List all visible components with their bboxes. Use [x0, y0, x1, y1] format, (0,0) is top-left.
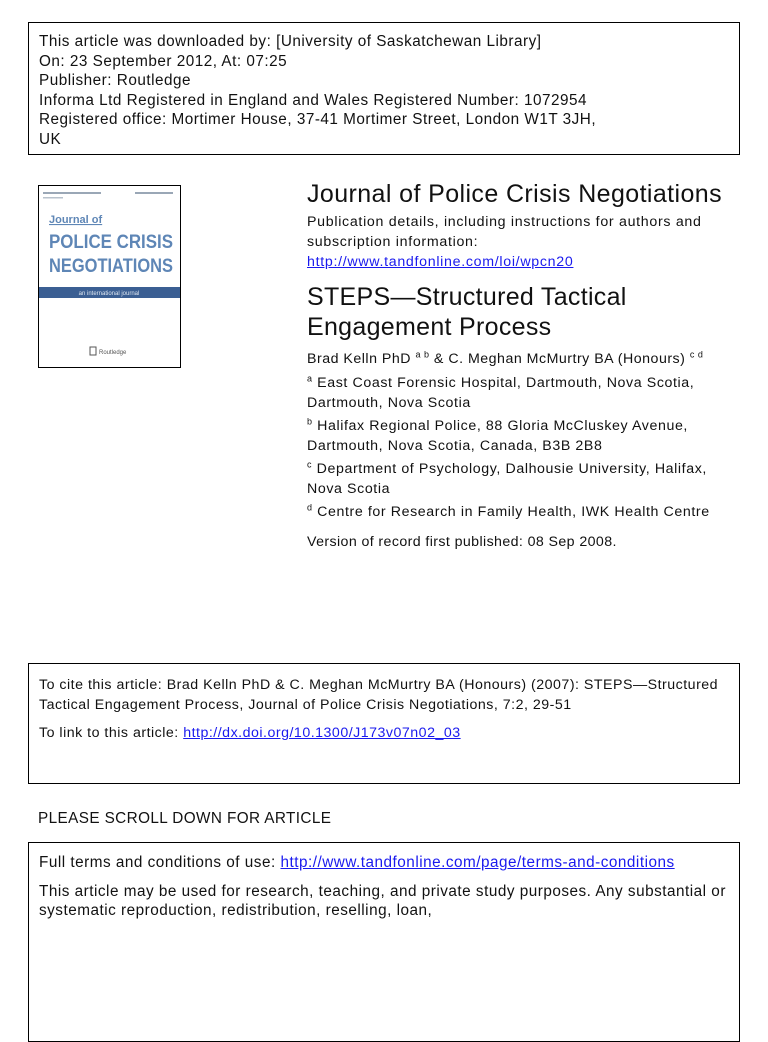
article-header	[307, 179, 737, 552]
affiliation-text: Halifax Regional Police, 88 Gloria McCluskey Avenue, Dartmouth, Nova Scotia, Canada, B3B 2B8	[307, 418, 688, 454]
cover-masthead-line1: Journal of	[49, 214, 103, 226]
citation-box	[28, 663, 740, 784]
author-affiliation-marks: c d	[689, 349, 704, 360]
cover-masthead-line3: NEGOTIATIONS	[49, 256, 173, 277]
download-notice-line: UK	[39, 130, 62, 148]
terms-link[interactable]: http://www.tandfonline.com/page/terms-and-conditions	[280, 854, 675, 871]
author-separator: &	[429, 351, 449, 367]
terms-box	[28, 842, 740, 1042]
download-notice-line: Publisher: Routledge	[39, 72, 192, 90]
affiliation-text: East Coast Forensic Hospital, Dartmouth, Nova Scotia, Dartmouth, Nova Scotia	[307, 375, 695, 411]
journal-cover-art	[39, 186, 180, 367]
author-list	[307, 348, 737, 370]
citation-link-line	[39, 723, 729, 743]
cover-masthead-line2: POLICE CRISIS	[49, 232, 173, 253]
doi-link[interactable]: http://dx.doi.org/10.1300/J173v07n02_03	[183, 725, 461, 741]
citation-link-label: To link to this article:	[39, 725, 184, 741]
affiliation-mark: c	[307, 459, 313, 470]
affiliation-text: Department of Psychology, Dalhousie University, Halifax, Nova Scotia	[307, 461, 707, 497]
download-notice-line: On: 23 September 2012, At: 07:25	[39, 52, 288, 70]
terms-body: This article may be used for research, teaching, and private study purposes. Any substantial or systematic reproduction, redistribution, reselling, loan,	[39, 882, 726, 920]
download-notice-line: Registered office: Mortimer House, 37-41 Mortimer Street, London W1T 3JH,	[39, 111, 597, 129]
cover-publisher-logo: Routledge	[99, 350, 127, 356]
journal-title: Journal of Police Crisis Negotiations	[307, 180, 722, 208]
version-of-record: Version of record first published: 08 Sep 2008.	[307, 534, 617, 550]
author-name: C. Meghan McMurtry BA (Honours)	[448, 351, 686, 367]
affiliation-text: Centre for Research in Family Health, IWK Health Centre	[317, 504, 710, 520]
author-name: Brad Kelln PhD	[307, 351, 411, 367]
affiliation	[307, 373, 737, 413]
affiliation-mark: b	[307, 416, 313, 427]
publication-details	[307, 212, 737, 272]
download-notice-box	[28, 22, 740, 155]
cover-band-text: an international journal	[78, 291, 140, 297]
download-notice-line: Informa Ltd Registered in England and Wales Registered Number: 1072954	[39, 91, 588, 109]
article-title: STEPS—Structured Tactical Engagement Process	[307, 283, 627, 341]
affiliation-mark: d	[307, 502, 313, 513]
terms-line	[39, 853, 729, 873]
affiliation	[307, 416, 737, 456]
affiliation	[307, 502, 737, 522]
affiliation-mark: a	[307, 373, 313, 384]
scroll-notice: PLEASE SCROLL DOWN FOR ARTICLE	[38, 810, 332, 827]
citation-text: To cite this article: Brad Kelln PhD & C. Meghan McMurtry BA (Honours) (2007): STEPS—Structured Tactical Engagement Process, Journal of Police Crisis Negotiations, 7:2, 29-51	[39, 677, 719, 713]
author-affiliation-marks: a b	[415, 349, 430, 360]
terms-label: Full terms and conditions of use:	[39, 854, 281, 871]
journal-url-link[interactable]: http://www.tandfonline.com/loi/wpcn20	[307, 254, 574, 270]
affiliation	[307, 459, 737, 499]
publication-details-text: Publication details, including instructions for authors and subscription information:	[307, 214, 702, 250]
journal-cover-image	[38, 185, 181, 368]
download-notice-line: This article was downloaded by: [University of Saskatchewan Library]	[39, 33, 542, 50]
